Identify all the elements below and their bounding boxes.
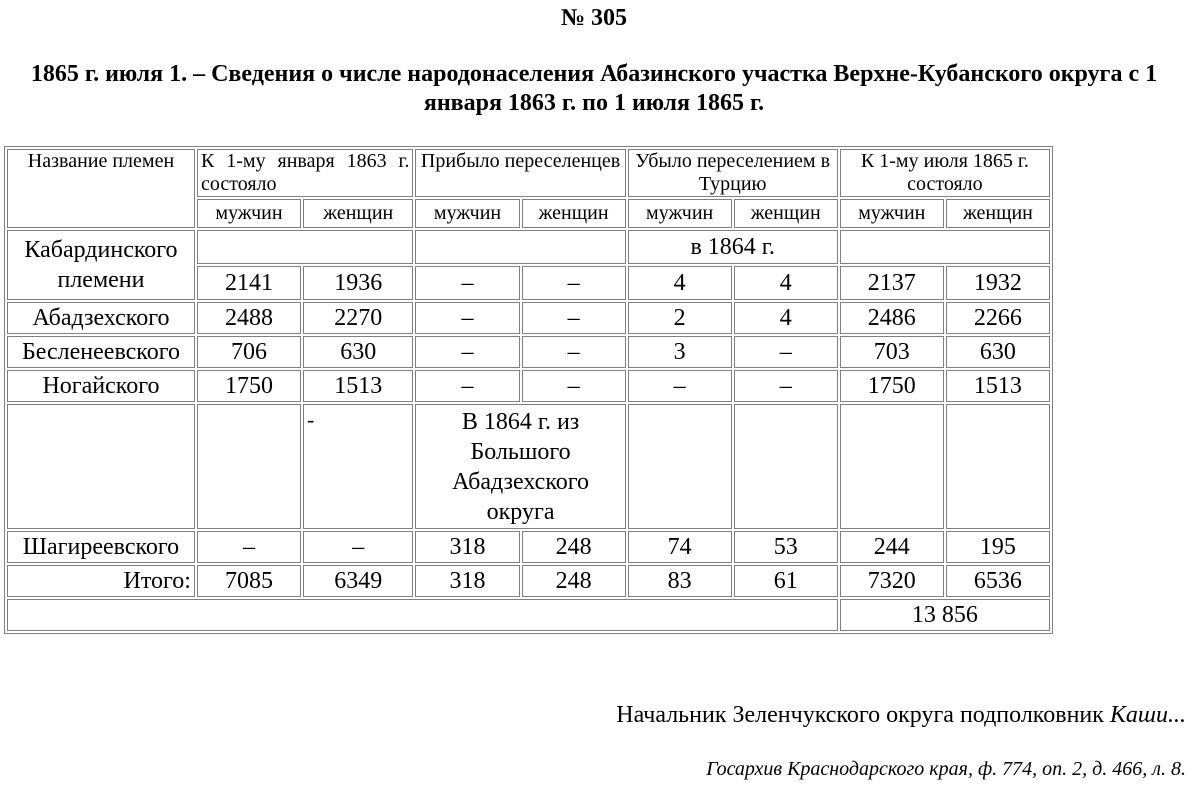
table-cell: – xyxy=(415,336,519,368)
grand-total: 13 856 xyxy=(840,599,1050,631)
header-left-turkey: Убыло переселением в Турцию xyxy=(628,149,838,197)
empty-cell xyxy=(7,599,838,631)
table-row xyxy=(7,404,1050,529)
population-table-container xyxy=(4,146,1053,634)
table-cell: – xyxy=(628,370,732,402)
table-cell: 74 xyxy=(628,531,732,563)
table-cell: 2486 xyxy=(840,302,944,334)
subheader-women: женщин xyxy=(734,199,838,228)
table-cell: – xyxy=(522,370,626,402)
subheader-men: мужчин xyxy=(628,199,732,228)
table-cell: 2270 xyxy=(303,302,413,334)
total-row xyxy=(7,565,1050,597)
table-cell: – xyxy=(734,370,838,402)
empty-cell xyxy=(628,404,732,529)
subheader-women: женщин xyxy=(946,199,1050,228)
subheader-women: женщин xyxy=(303,199,413,228)
table-cell: 83 xyxy=(628,565,732,597)
table-cell: 1936 xyxy=(303,266,413,300)
table-cell: 3 xyxy=(628,336,732,368)
table-cell: 2141 xyxy=(197,266,301,300)
header-tribe: Название племен xyxy=(7,149,195,228)
dash-mark: - xyxy=(303,404,413,529)
table-cell: 53 xyxy=(734,531,838,563)
table-row xyxy=(7,531,1050,563)
table-cell: 61 xyxy=(734,565,838,597)
origin-note: В 1864 г. из Большого Абадзехского округа xyxy=(415,404,625,529)
year-note: в 1864 г. xyxy=(628,230,838,264)
table-cell: – xyxy=(522,266,626,300)
tribe-name: Ногайского xyxy=(7,370,195,402)
empty-cell xyxy=(7,404,195,529)
table-cell: – xyxy=(522,302,626,334)
table-cell: 6349 xyxy=(303,565,413,597)
table-cell: 1513 xyxy=(946,370,1050,402)
table-cell: – xyxy=(734,336,838,368)
table-cell: 248 xyxy=(522,565,626,597)
table-row xyxy=(7,336,1050,368)
table-cell: – xyxy=(415,302,519,334)
subheader-men: мужчин xyxy=(840,199,944,228)
empty-cell xyxy=(197,404,301,529)
signature-text: Начальник Зеленчукского округа подполковник xyxy=(616,702,1110,728)
table-cell: 2137 xyxy=(840,266,944,300)
table-cell: 318 xyxy=(415,565,519,597)
table-cell: 7320 xyxy=(840,565,944,597)
table-cell: 4 xyxy=(734,302,838,334)
archive-source: Госархив Краснодарского края, ф. 774, оп. 2, д. 466, л. 8. xyxy=(706,758,1186,780)
table-cell: 2266 xyxy=(946,302,1050,334)
subheader-men: мужчин xyxy=(197,199,301,228)
table-cell: 195 xyxy=(946,531,1050,563)
document-number: № 305 xyxy=(560,5,628,31)
table-cell: 244 xyxy=(840,531,944,563)
tribe-name: Бесленеевского xyxy=(7,336,195,368)
table-cell: 4 xyxy=(628,266,732,300)
subheader-men: мужчин xyxy=(415,199,519,228)
table-cell: – xyxy=(197,531,301,563)
tribe-name: Шагиреевского xyxy=(7,531,195,563)
table-cell: 1932 xyxy=(946,266,1050,300)
table-row xyxy=(7,370,1050,402)
table-cell: 703 xyxy=(840,336,944,368)
table-cell: 6536 xyxy=(946,565,1050,597)
tribe-name: Абадзехского xyxy=(7,302,195,334)
table-cell: – xyxy=(303,531,413,563)
table-cell: – xyxy=(415,370,519,402)
subheader-women: женщин xyxy=(522,199,626,228)
table-cell: 318 xyxy=(415,531,519,563)
document-title: 1865 г. июля 1. – Сведения о числе народонаселения Абазинского участка Верхне-Кубанского округа с 1 января 1863 г. по 1 июля 1865 г. xyxy=(30,61,1158,116)
table-cell: 7085 xyxy=(197,565,301,597)
table-cell: 706 xyxy=(197,336,301,368)
grand-total-row xyxy=(7,599,1050,631)
tribe-name: Кабардинского племени xyxy=(7,230,195,300)
table-cell: – xyxy=(415,266,519,300)
table-cell: 630 xyxy=(946,336,1050,368)
empty-cell xyxy=(840,230,1050,264)
signature-name: Каши... xyxy=(1109,702,1186,728)
table-cell: 1513 xyxy=(303,370,413,402)
table-cell: 1750 xyxy=(840,370,944,402)
header-state-1863: К 1-му января 1863 г. состояло xyxy=(197,149,414,197)
table-row xyxy=(7,302,1050,334)
table-cell: 2488 xyxy=(197,302,301,334)
table-row xyxy=(7,230,1050,264)
table-cell: 248 xyxy=(522,531,626,563)
empty-cell xyxy=(946,404,1050,529)
header-state-1865: К 1-му июля 1865 г. состояло xyxy=(840,149,1050,197)
empty-cell xyxy=(734,404,838,529)
empty-cell xyxy=(197,230,414,264)
total-label: Итого: xyxy=(7,565,195,597)
table-cell: 2 xyxy=(628,302,732,334)
population-table xyxy=(4,146,1053,634)
table-cell: 1750 xyxy=(197,370,301,402)
table-cell: – xyxy=(522,336,626,368)
table-cell: 4 xyxy=(734,266,838,300)
header-arrived: Прибыло переселенцев xyxy=(415,149,625,197)
signature xyxy=(616,700,1186,730)
table-cell: 630 xyxy=(303,336,413,368)
empty-cell xyxy=(840,404,944,529)
empty-cell xyxy=(415,230,625,264)
